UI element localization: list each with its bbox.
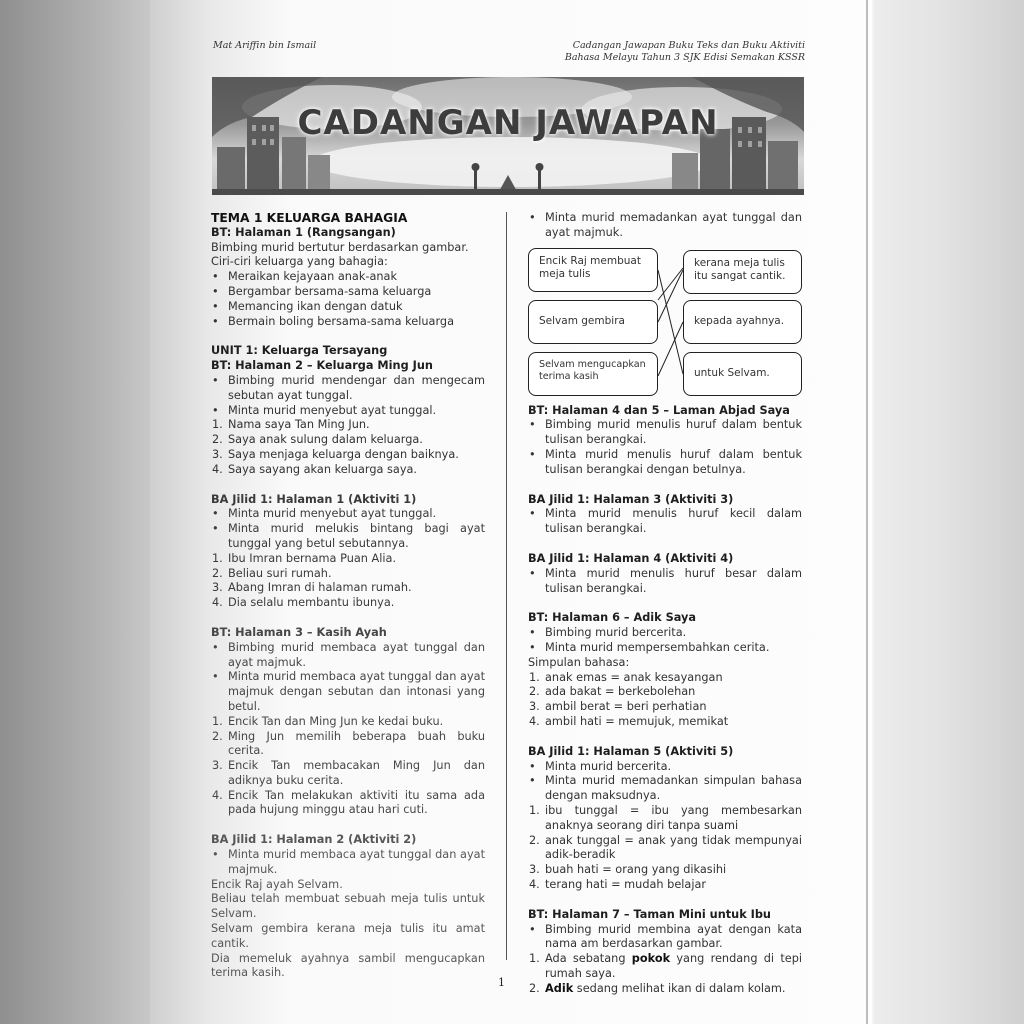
bullet-item: • Minta murid menulis huruf kecil dalam tulisan berangkai. [529,507,802,536]
unit-heading: UNIT 1: Keluarga Tersayang [211,344,388,358]
bullet-item: • Minta murid memadankan ayat tunggal dan ayat majmuk. [529,211,802,239]
numbered-item: 1. Ibu Imran bernama Puan Alia. [212,551,397,565]
paragraph: Encik Raj ayah Selvam. [211,877,343,891]
section-heading: BT: Halaman 7 – Taman Mini untuk Ibu [528,907,771,921]
column-divider [506,212,507,960]
page-edge [866,0,868,1024]
right-column [528,211,802,996]
numbered-item: 3. Saya menjaga keluarga dengan baiknya. [212,447,459,461]
numbered-item: 2. ada bakat = berkebolehan [529,685,696,699]
banner-title: CADANGAN JAWAPAN [297,103,719,143]
bullet-item: • Minta murid menulis huruf besar dalam tulisan berangkai. [529,566,802,595]
numbered-item: 2. Ming Jun memilih beberapa buah buku cerita. [212,729,485,758]
section-heading: BT: Halaman 1 (Rangsangan) [211,225,396,239]
bullet-item: • Minta murid menulis huruf dalam bentuk tulisan berangkai dengan betulnya. [529,447,802,476]
numbered-item: 1. Encik Tan dan Ming Jun ke kedai buku. [212,714,444,728]
section-heading: BT: Halaman 3 – Kasih Ayah [211,625,387,639]
numbered-item: 4. ambil hati = memujuk, memikat [529,714,729,728]
numbered-item: 1. Ada sebatang pokok yang rendang di tepi rumah saya. [529,952,803,980]
bullet-item: • Minta murid melukis bintang bagi ayat tunggal yang betul sebutannya. [212,522,485,550]
header-book-line-1: Cadangan Jawapan Buku Teks dan Buku Aktiviti [572,40,805,51]
paragraph: Ciri-ciri keluarga yang bahagia: [211,255,388,269]
match-box-left-1: Encik Raj membuat meja tulis [528,248,658,292]
bullet-item: • Bimbing murid membina ayat dengan kata nama am berdasarkan gambar. [529,922,802,951]
header-author: Mat Ariffin bin Ismail [213,40,317,51]
numbered-item: 3. buah hati = orang yang dikasihi [529,863,727,877]
bullet-item: • Bimbing murid membaca ayat tunggal dan ayat majmuk. [212,640,485,669]
numbered-item: 3. ambil berat = beri perhatian [529,700,707,714]
scan-shadow-left [0,0,150,1024]
numbered-item: 4. Encik Tan melakukan aktiviti itu sama ada pada hujung minggu atau hari cuti. [212,788,485,817]
theme-heading: TEMA 1 KELUARGA BAHAGIA [211,211,408,225]
section-heading: BA Jilid 1: Halaman 4 (Aktiviti 4) [528,551,734,565]
header-book-line-2: Bahasa Melayu Tahun 3 SJK Edisi Semakan KSSR [564,52,805,63]
paragraph: Selvam gembira kerana meja tulis itu amat cantik. [211,922,485,950]
title-banner [212,77,804,195]
match-lines [528,248,802,400]
bullet-item: • Minta murid menyebut ayat tunggal. [212,507,437,521]
bullet-item: • Minta murid membaca ayat tunggal dan ayat majmuk. [212,848,485,876]
paragraph: Beliau telah membuat sebuah meja tulis untuk Selvam. [211,892,485,921]
match-box-right-2: kepada ayahnya. [683,300,802,344]
page-number: 1 [498,976,505,989]
bullet-item: • Bimbing murid bercerita. [529,626,687,640]
bullet-item: • Minta murid membaca ayat tunggal dan ayat majmuk dengan sebutan dan intonasi yang betul. [212,670,485,713]
match-box-right-1: kerana meja tulis itu sangat cantik. [683,250,802,294]
left-column [211,211,485,981]
bullet-item: • Minta murid bercerita. [529,759,672,773]
section-heading: BT: Halaman 2 – Keluarga Ming Jun [211,359,433,373]
match-box-left-2: Selvam gembira [528,300,658,344]
section-heading: BT: Halaman 4 dan 5 – Laman Abjad Saya [528,403,790,417]
bullet-item: • Memancing ikan dengan datuk [212,299,403,313]
section-heading: BA Jilid 1: Halaman 2 (Aktiviti 2) [211,833,417,847]
bullet-item: • Bermain boling bersama-sama keluarga [212,314,454,328]
numbered-item: 2. Beliau suri rumah. [212,566,332,580]
bullet-item: • Bergambar bersama-sama keluarga [212,284,432,298]
section-heading: BA Jilid 1: Halaman 5 (Aktiviti 5) [528,744,734,758]
match-box-left-3: Selvam mengucapkan terima kasih [528,352,658,396]
numbered-item: 4. Dia selalu membantu ibunya. [212,596,395,610]
numbered-item: 4. Saya sayang akan keluarga saya. [212,462,418,476]
scan-shadow-right [874,0,1024,1024]
match-box-right-3: untuk Selvam. [683,352,802,396]
section-heading: BA Jilid 1: Halaman 3 (Aktiviti 3) [528,492,734,506]
numbered-item: 3. Encik Tan membacakan Ming Jun dan adiknya buku cerita. [212,759,485,787]
header-book-title [565,40,805,64]
numbered-item: 2. anak tunggal = anak yang tidak mempunyai adik-beradik [529,833,802,862]
paragraph: Bimbing murid bertutur berdasarkan gambar. [211,240,469,254]
numbered-item: 4. terang hati = mudah belajar [529,877,707,891]
section-heading: BA Jilid 1: Halaman 1 (Aktiviti 1) [211,492,417,506]
numbered-item: 2. Adik sedang melihat ikan di dalam kolam. [529,981,786,995]
section-heading: BT: Halaman 6 – Adik Saya [528,611,697,625]
bullet-item: • Minta murid menyebut ayat tunggal. [212,403,437,417]
paragraph: Dia memeluk ayahnya sambil mengucapkan terima kasih. [211,951,485,980]
numbered-item: 1. Nama saya Tan Ming Jun. [212,418,370,432]
numbered-item: 1. ibu tunggal = ibu yang membesarkan anaknya seorang diri tanpa suami [529,803,802,832]
bullet-item: • Bimbing murid mendengar dan mengecam sebutan ayat tunggal. [212,373,485,402]
matching-diagram [528,248,802,400]
paragraph: Simpulan bahasa: [528,655,630,669]
numbered-item: 3. Abang Imran di halaman rumah. [212,581,412,595]
numbered-item: 2. Saya anak sulung dalam keluarga. [212,433,423,447]
bullet-item: • Minta murid mempersembahkan cerita. [529,640,770,654]
bullet-item: • Minta murid memadankan simpulan bahasa dengan maksudnya. [529,774,802,803]
bullet-item: • Bimbing murid menulis huruf dalam bentuk tulisan berangkai. [529,418,802,447]
numbered-item: 1. anak emas = anak kesayangan [529,670,723,684]
bullet-item: • Meraikan kejayaan anak-anak [212,270,398,284]
